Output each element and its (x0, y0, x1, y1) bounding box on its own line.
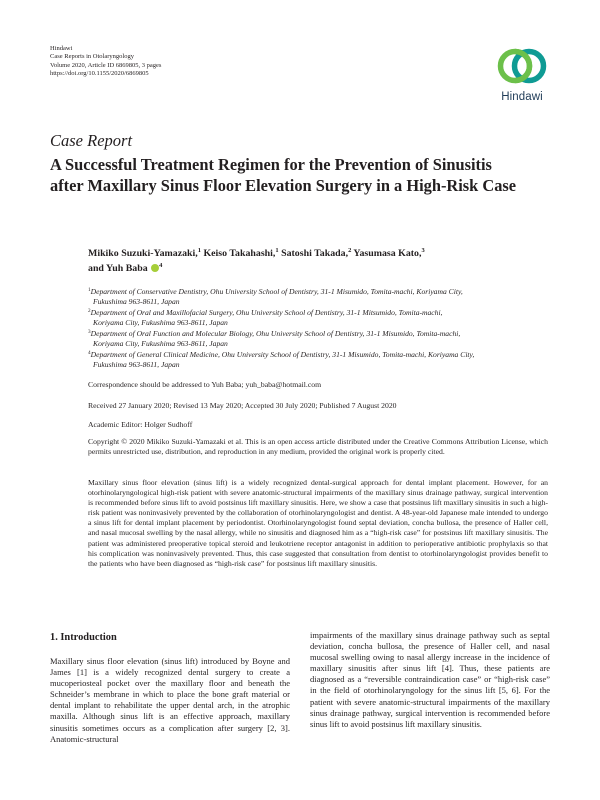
author-affiliation-marker: 3 (421, 247, 425, 254)
intro-left-column: Maxillary sinus floor elevation (sinus lift) introduced by Boyne and James [1] is a widely recognized dental surgery to create a mucoperiosteal pocket over the maxillary floor and beneath the Schneider’s membrane in which to place the bone graft material or dental implant to rehabilitate the upper dental arch, in the atrophic maxilla. Although sinus lift is an effective approach, maxillary sinusitis sometimes occurs as a complication after surgery [2, 3]. Anatomic-structural (50, 656, 290, 744)
hindawi-logo (493, 44, 551, 106)
academic-editor: Academic Editor: Holger Sudhoff (88, 420, 193, 429)
author-name: and Yuh Baba (88, 263, 148, 274)
affiliation-text: Koriyama City, Fukushima 963-8611, Japan (93, 318, 228, 327)
affiliation-number: 4 (88, 350, 91, 356)
publication-dates: Received 27 January 2020; Revised 13 May 2020; Accepted 30 July 2020; Published 7 August 2020 (88, 401, 397, 410)
hindawi-logo-icon (493, 44, 551, 90)
affiliation-number: 3 (88, 329, 91, 335)
affiliation-text: Department of Oral and Maxillofacial Surgery, Ohu University School of Dentistry, 31-1 Mitsumido, Tomita-machi, (90, 308, 443, 317)
publisher-name: Hindawi (50, 45, 73, 52)
orcid-icon[interactable] (151, 264, 159, 272)
article-type: Case Report (50, 131, 133, 150)
affiliation-number: 2 (88, 308, 91, 314)
journal-name: Case Reports in Otolaryngology (50, 53, 134, 61)
affiliation-text: Fukushima 963-8611, Japan (93, 297, 180, 306)
correspondence-line: Correspondence should be addressed to Yuh Baba; yuh_baba@hotmail.com (88, 380, 322, 389)
author-name: Satoshi Takada, (281, 248, 349, 259)
affiliation-3 (88, 329, 548, 349)
author-affiliation-marker: 1 (275, 247, 279, 254)
author-name: Yasumasa Kato, (353, 248, 422, 259)
affiliation-text: Fukushima 963-8611, Japan (93, 360, 180, 369)
affiliation-4 (88, 350, 548, 370)
affiliation-text: Koriyama City, Fukushima 963-8611, Japan (93, 339, 228, 348)
abstract: Maxillary sinus floor elevation (sinus lift) is a widely recognized dental-surgical approach for dental implant placement. However, for an otorhinolaryngological high-risk patient with severe anatomic-structural impairments of the maxillary sinus drainage pathway, surgical intervention is recommended before sinus lift to avoid postsinus lift maxillary sinusitis. Here, we show a case that postsinus lift maxillary sinusitis in such a high-risk patient was noninvasively prevented by the collaboration of otorhinolaryngologist and dentist. A 48-year-old Japanese male intended to undergo a sinus lift for dental implant placement by periodontist. Otorhinolaryngologist found septal deviation, concha bullosa, the presence of Haller cell, and nasal mucosal swelling by the nasal allergy, while no sinusitis and diagnosed him as a “high-risk case” for postsinus lift maxillary sinusitis. The patient was administered preoperative topical steroid and leukotriene receptor antagonist in addition to perioperative antibiotic prophylaxis so that his complication was noninvasively prevented. Thus, this case suggested that consultation from dentist to otorhinolaryngologist provides benefit to the patients who have been diagnosed as “high-risk case” for postsinus lift maxillary sinusitis. (88, 478, 548, 568)
author-name: Keiso Takahashi, (203, 248, 276, 259)
author-affiliation-marker: 4 (159, 262, 163, 269)
affiliation-text: Department of Conservative Dentistry, Ohu University School of Dentistry, 31-1 Misumido, Tomita-machi, Koriyama City, (90, 287, 463, 296)
author-affiliation-marker: 1 (197, 247, 201, 254)
author-list (88, 246, 548, 276)
affiliation-1 (88, 287, 548, 307)
affiliation-2 (88, 308, 548, 328)
journal-meta (50, 45, 310, 79)
affiliation-number: 1 (88, 287, 91, 293)
affiliation-text: Department of General Clinical Medicine, Ohu University School of Dentistry, 31-1 Misumido, Tomita-machi, Koriyama City, (90, 350, 475, 359)
affiliation-text: Department of Oral Function and Molecular Biology, Ohu University School of Dentistry, 31-1 Misumido, Tomita-machi, (90, 329, 461, 338)
hindawi-logo-text: Hindawi (501, 91, 543, 103)
journal-volume: Volume 2020, Article ID 6869805, 3 pages (50, 61, 162, 69)
article-title: A Successful Treatment Regimen for the Prevention of Sinusitis after Maxillary Sinus Floor Elevation Surgery in a High-Risk Case (50, 155, 517, 195)
author-affiliation-marker: 2 (348, 247, 352, 254)
intro-right-column: impairments of the maxillary sinus drainage pathway such as septal deviation, concha bullosa, the presence of Haller cell, and nasal mucosal swelling owing to nasal allergy increase in the incidence of maxillary sinusitis after sinus lift [4]. Thus, these patients are diagnosed as a “reversible contraindication case” or “high-risk case” in the field of otorhinolaryngology for the sinus lift [5, 6]. For the patient with severe anatomic-structural impairments of the maxillary sinus drainage pathway, surgical intervention is recommended before sinus lift to avoid postsinus lift maxillary sinusitis. (310, 630, 550, 729)
author-name: Mikiko Suzuki-Yamazaki, (88, 248, 198, 259)
journal-doi[interactable]: https://doi.org/10.1155/2020/6869805 (50, 70, 149, 78)
section-heading-introduction: 1. Introduction (50, 632, 117, 643)
copyright-notice: Copyright © 2020 Mikiko Suzuki-Yamazaki et al. This is an open access article distributed under the Creative Commons Attribution License, which permits unrestricted use, distribution, and reproduction in any medium, provided the original work is properly cited. (88, 437, 548, 457)
